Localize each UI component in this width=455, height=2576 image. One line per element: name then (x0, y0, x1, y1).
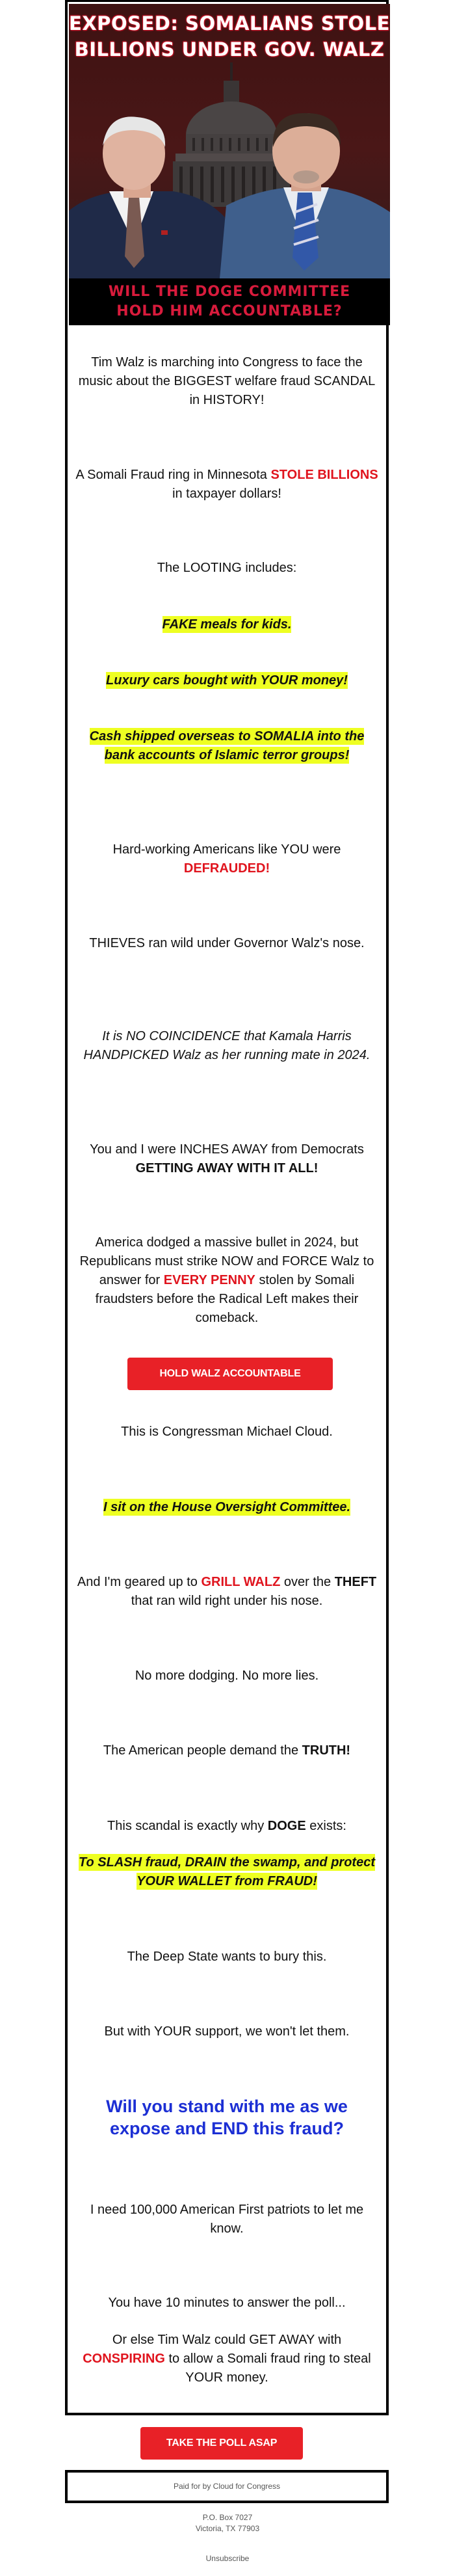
paragraph-truth (75, 1741, 378, 1760)
hold-walz-accountable-button[interactable]: HOLD WALZ ACCOUNTABLE (127, 1358, 333, 1390)
paragraph-conspiring (75, 2331, 378, 2387)
highlight-text: Cash shipped overseas to SOMALIA into the bank accounts of Islamic terror groups! (89, 729, 365, 762)
highlight-text: To SLASH fraud, DRAIN the swamp, and protect YOUR WALLET from FRAUD! (79, 1855, 375, 1888)
hero-banner-line2: HOLD HIM ACCOUNTABLE? (116, 303, 343, 319)
person-right-photo (220, 108, 390, 278)
emphasis-red: CONSPIRING (83, 2352, 165, 2366)
emphasis-red: STOLE BILLIONS (270, 468, 378, 482)
text: America dodged a massive bullet in 2024, but Republicans must strike NOW and FORCE Walz to answer for (79, 1235, 374, 1287)
text: over the (280, 1575, 335, 1589)
email-body-box (65, 0, 389, 2415)
paragraph-intro: Tim Walz is marching into Congress to face the music about the BIGGEST welfare fraud SCANDAL in HISTORY! (78, 355, 376, 407)
paragraph-10-minutes: You have 10 minutes to answer the poll... (108, 2296, 346, 2310)
text: And I'm geared up to (77, 1575, 202, 1589)
paragraph-thieves: THIEVES ran wild under Governor Walz's nose. (89, 936, 365, 950)
emphasis-red: GRILL WALZ (201, 1575, 281, 1589)
hero-banner (69, 278, 390, 325)
hero-image[interactable] (69, 4, 390, 325)
text: A Somali Fraud ring in Minnesota (75, 468, 271, 482)
emphasis-red: DEFRAUDED! (183, 861, 270, 876)
paragraph-looting: The LOOTING includes: (157, 561, 297, 575)
unsubscribe-link[interactable]: Unsubscribe (205, 2554, 250, 2563)
text: Hard-working Americans like YOU were (112, 842, 341, 857)
paragraph-dodged-bullet (75, 1233, 378, 1328)
highlight-slash-fraud (75, 1853, 378, 1891)
hero-banner-line1: WILL THE DOGE COMMITTEE (108, 284, 351, 300)
emphasis-red: EVERY PENNY (163, 1273, 255, 1287)
highlight-text: Luxury cars bought with YOUR money! (106, 673, 348, 688)
emphasis-bold: THEFT (334, 1575, 377, 1589)
text: stolen by Somali fraudsters before the Radical Left makes their comeback. (95, 1273, 359, 1325)
paragraph-no-coincidence: It is NO COINCIDENCE that Kamala Harris HANDPICKED Walz as her running mate in 2024. (83, 1029, 370, 1062)
emphasis-bold: GETTING AWAY WITH IT ALL! (135, 1161, 318, 1175)
paid-for-disclaimer-box (65, 2470, 389, 2503)
highlight-text: I sit on the House Oversight Committee. (103, 1500, 351, 1514)
text: This scandal is exactly why (107, 1819, 268, 1833)
paragraph-100000-patriots: I need 100,000 American First patriots to let me know. (90, 2203, 364, 2236)
paragraph-your-support: But with YOUR support, we won't let them. (104, 2024, 350, 2039)
paragraph-fraud-ring (75, 466, 378, 503)
text: The American people demand the (103, 1743, 302, 1758)
text: that ran wild right under his nose. (131, 1594, 323, 1608)
text: to allow a Somali fraud ring to steal YOUR money. (164, 2352, 371, 2385)
emphasis-bold: DOGE (267, 1819, 306, 1833)
text: exists: (306, 1819, 346, 1833)
emphasis-bold: TRUTH! (302, 1743, 351, 1758)
person-left-photo (69, 113, 225, 278)
take-the-poll-button[interactable]: TAKE THE POLL ASAP (140, 2427, 303, 2460)
paragraph-congressman: This is Congressman Michael Cloud. (121, 1425, 333, 1439)
text: Or else Tim Walz could GET AWAY with (112, 2333, 342, 2347)
address-line1: P.O. Box 7027 (202, 2513, 253, 2522)
text: You and I were INCHES AWAY from Democrats (90, 1142, 364, 1157)
paragraph-no-more: No more dodging. No more lies. (135, 1669, 319, 1683)
paid-for-text: Paid for by Cloud for Congress (173, 2482, 281, 2491)
paragraph-doge (75, 1817, 378, 1836)
heading-stand-with-me: Will you stand with me as we expose and END this fraud? (106, 2097, 348, 2138)
highlight-oversight (75, 1498, 378, 1517)
highlight-luxury-cars (75, 671, 378, 690)
highlight-fake-meals (75, 615, 378, 634)
text: in taxpayer dollars! (172, 487, 281, 501)
highlight-text: FAKE meals for kids. (162, 617, 292, 632)
hero-headline-line2: BILLIONS UNDER GOV. WALZ (74, 38, 385, 60)
address-line2: Victoria, TX 77903 (195, 2524, 260, 2533)
paragraph-inches-away (75, 1140, 378, 1178)
highlight-cash-shipped (75, 727, 378, 765)
hero-headline (69, 10, 390, 62)
hero-headline-line1: EXPOSED: SOMALIANS STOLE (69, 12, 390, 34)
paragraph-grill-walz (75, 1573, 378, 1611)
paragraph-deep-state: The Deep State wants to bury this. (127, 1950, 327, 1964)
paragraph-defrauded (75, 840, 378, 878)
mailing-address (0, 2512, 455, 2534)
